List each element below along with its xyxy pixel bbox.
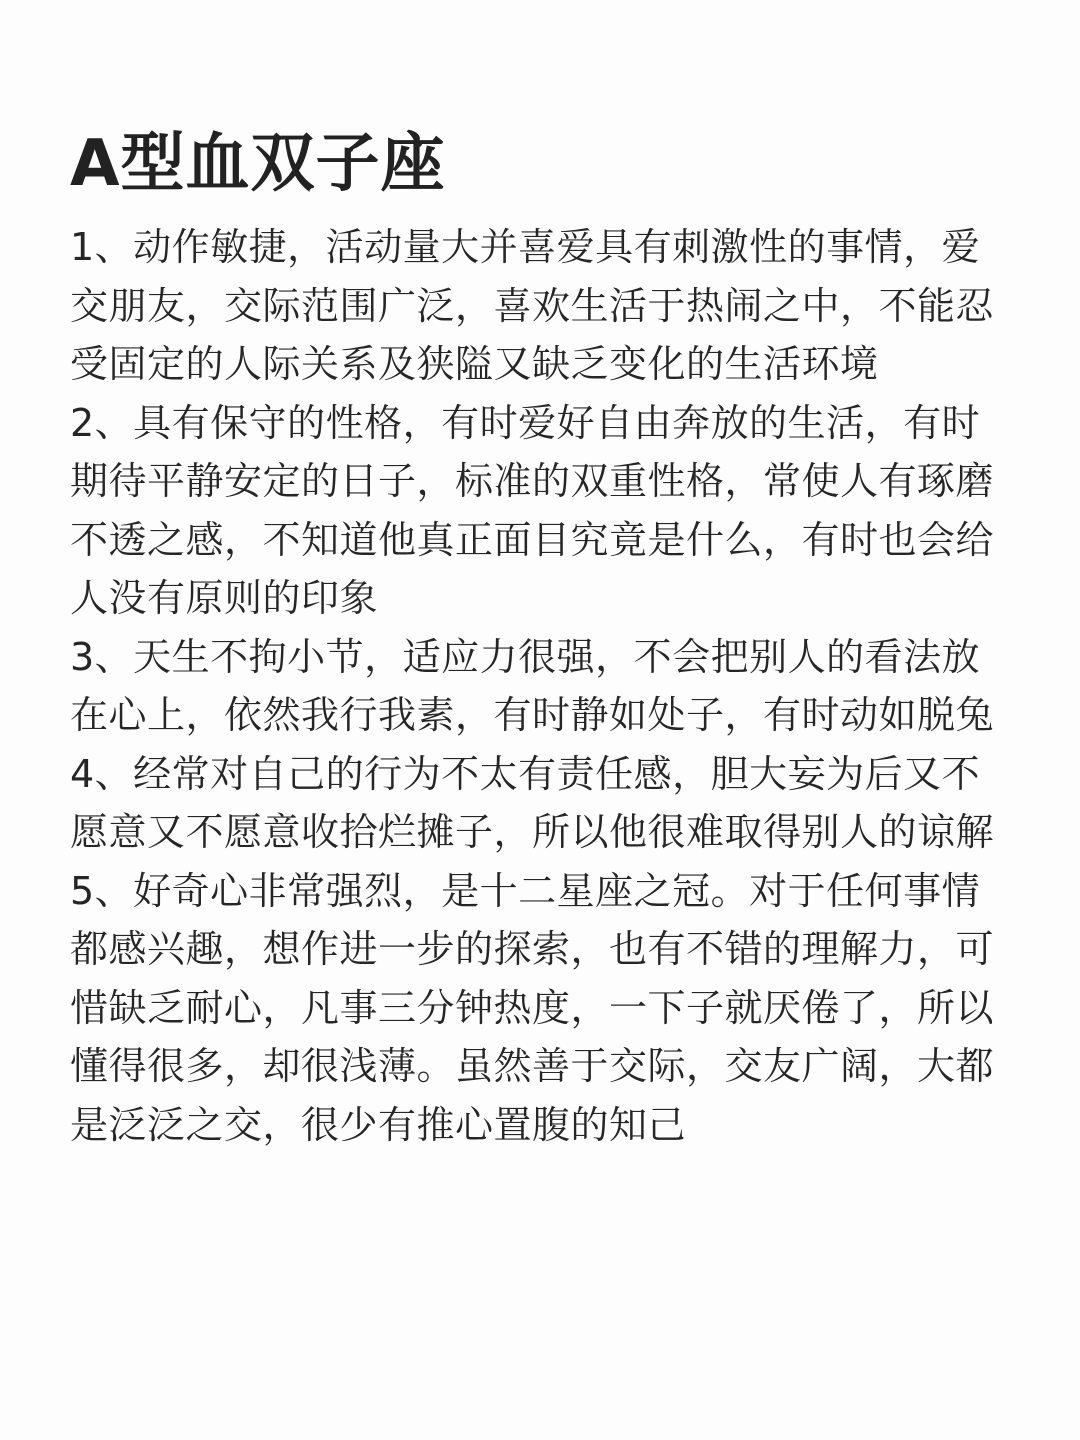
trait-item-2: 2、具有保守的性格，有时爱好自由奔放的生活，有时期待平静安定的日子，标准的双重性格，常使人有琢磨不透之感，不知道他真正面目究竟是什么，有时也会给人没有原则的印象 — [70, 400, 995, 620]
trait-list — [70, 218, 1020, 1154]
trait-item-5: 5、好奇心非常强烈，是十二星座之冠。对于任何事情都感兴趣，想作进一步的探索，也有不错的理解力，可惜缺乏耐心，凡事三分钟热度，一下子就厌倦了，所以懂得很多，却很浅薄。虽然善于交际，交友广阔，大都是泛泛之交，很少有推心置腹的知己 — [70, 868, 995, 1147]
document-title: A型血双子座 — [70, 127, 446, 201]
trait-item-1: 1、动作敏捷，活动量大并喜爱具有刺激性的事情，爱交朋友，交际范围广泛，喜欢生活于热闹之中，不能忍受固定的人际关系及狭隘又缺乏变化的生活环境 — [70, 225, 995, 386]
trait-item-4: 4、经常对自己的行为不太有责任感，胆大妄为后又不愿意又不愿意收拾烂摊子，所以他很难取得别人的谅解 — [70, 751, 995, 854]
trait-item-3: 3、天生不拘小节，适应力很强，不会把别人的看法放在心上，依然我行我素，有时静如处子，有时动如脱兔 — [70, 634, 995, 737]
